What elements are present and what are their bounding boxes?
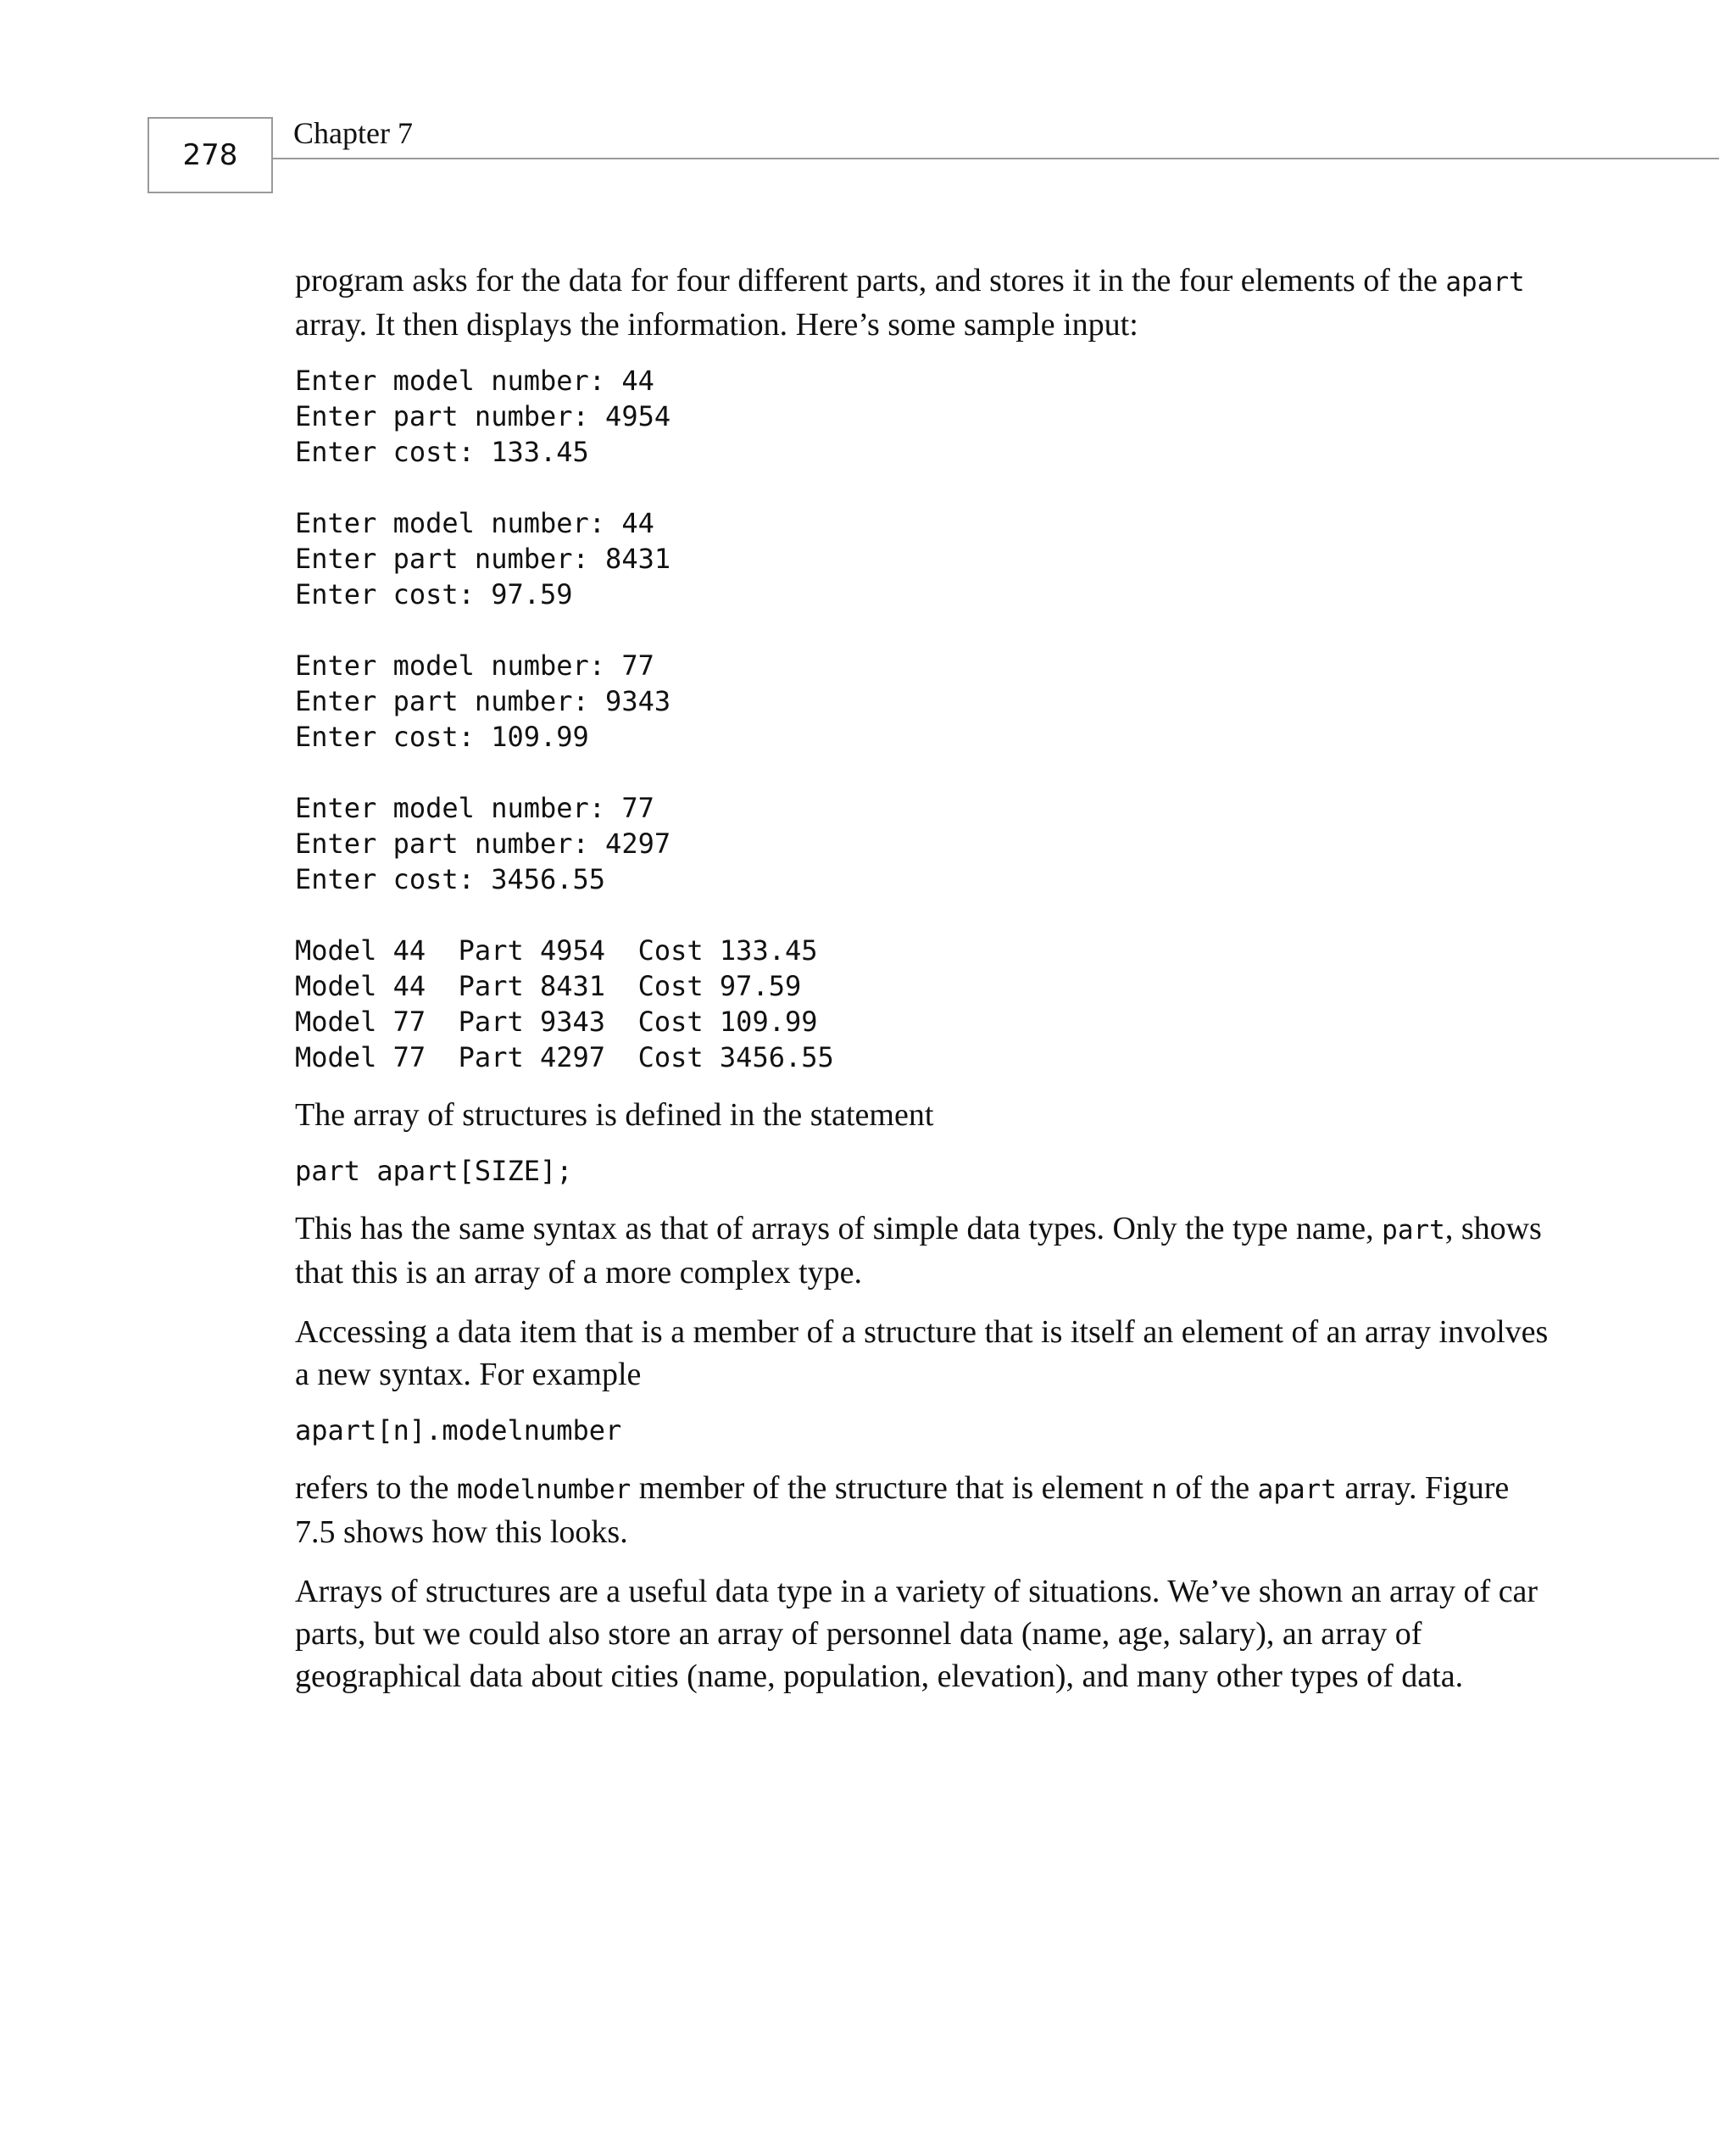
code-declaration: part apart[SIZE]; [295, 1155, 573, 1187]
text-run: member of the structure that is element [631, 1470, 1152, 1506]
text-run: of the [1167, 1470, 1258, 1506]
text-run: refers to the [295, 1470, 457, 1506]
chapter-title: Chapter 7 [293, 116, 413, 150]
inline-code-part: part [1382, 1215, 1445, 1246]
page-header [0, 0, 1736, 203]
code-line: Enter model number: 44 [295, 365, 654, 397]
paragraph-arrays-useful: Arrays of structures are a useful data type in a variety of situations. We’ve shown an array of car parts, but we could also store an array of personnel data (name, age, salary), an array of geographical data about cities (name, population, elevation), and many other types of data. [295, 1574, 1538, 1694]
code-line: Enter cost: 3456.55 [295, 863, 606, 895]
text-run: array. Figure 7.5 shows how this looks. [295, 1470, 1510, 1550]
text-run: array. It then displays the information. Here’s some sample input: [295, 307, 1138, 343]
sample-input-block [295, 363, 1550, 1075]
paragraph-array-definition: The array of structures is defined in the statement [295, 1097, 934, 1133]
code-line: Enter model number: 77 [295, 649, 654, 682]
inline-code-modelnumber: modelnumber [456, 1474, 632, 1505]
code-line: Enter part number: 8431 [295, 543, 671, 575]
header-rule [273, 158, 1719, 159]
output-line: Model 44 Part 4954 Cost 133.45 [295, 934, 818, 967]
inline-code-n: n [1151, 1474, 1168, 1505]
paragraph-accessing: Accessing a data item that is a member of a structure that is itself an element of an array involves a new syntax. For example [295, 1314, 1549, 1392]
page-number: 278 [147, 117, 273, 193]
code-line: Enter part number: 9343 [295, 685, 671, 717]
paragraph-intro [295, 259, 1550, 346]
output-line: Model 77 Part 4297 Cost 3456.55 [295, 1041, 834, 1073]
code-line: Enter cost: 109.99 [295, 721, 589, 753]
code-line: Enter model number: 77 [295, 792, 654, 824]
code-line: Enter part number: 4297 [295, 828, 671, 860]
inline-code-apart: apart [1445, 267, 1525, 298]
code-line: Enter cost: 133.45 [295, 436, 589, 468]
code-access-example: apart[n].modelnumber [295, 1414, 622, 1446]
output-line: Model 44 Part 8431 Cost 97.59 [295, 970, 802, 1002]
text-run: This has the same syntax as that of arrays of simple data types. Only the type name, [295, 1211, 1383, 1246]
paragraph-refers [295, 1467, 1550, 1553]
paragraph-syntax [295, 1207, 1550, 1294]
page-content [295, 259, 1550, 1714]
code-line: Enter model number: 44 [295, 507, 654, 539]
code-line: Enter part number: 4954 [295, 400, 671, 432]
text-run: program asks for the data for four different parts, and stores it in the four elements of the [295, 263, 1446, 298]
text-run: , shows that this is an array of a more complex type. [295, 1211, 1542, 1290]
output-line: Model 77 Part 9343 Cost 109.99 [295, 1006, 818, 1038]
inline-code-apart: apart [1257, 1474, 1337, 1505]
code-line: Enter cost: 97.59 [295, 578, 573, 610]
